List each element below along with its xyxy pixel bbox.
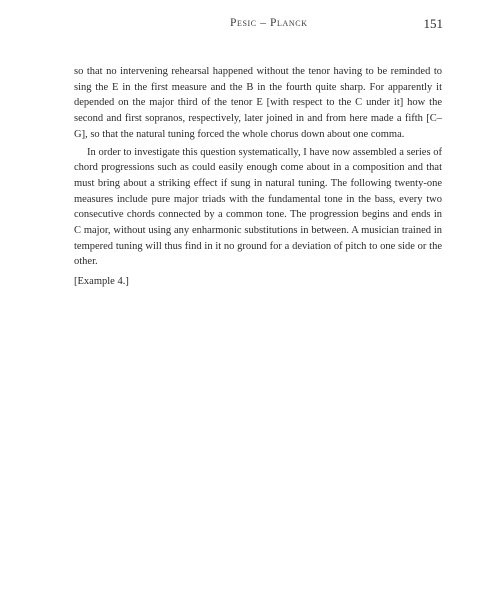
paragraph-2: In order to investigate this question systematically, I have now assembled a series of chord progressions such as could easily enough come about in a composition and that must bring about a striking effect if sung in natural tuning. The following twenty-one measures include pure major triads with the fundamental tone in the bass, every two consecutive chords connected by a common tone. The progression begins and ends in C major, without using any enharmonic substitutions in between. A musician trained in tempered tuning will thus find in it no ground for a deviation of pitch to one side or the other. — [74, 146, 442, 268]
running-head — [0, 17, 500, 35]
body-text — [74, 64, 442, 270]
paragraph-1: so that no intervening rehearsal happened without the tenor having to be reminded to sing the E in the first measure and the B in the fourth quite sharp. For apparently it depended on the major third of the tenor E [with respect to the C under it] how the second and first sopranos, respectively, later joined in and from here made a fifth [C–G], so that the natural tuning forced the whole chorus down about one comma. — [74, 66, 442, 140]
page-number: 151 — [423, 16, 443, 31]
example-label: [Example 4.] — [74, 276, 129, 287]
running-title: Pesic – Planck — [230, 17, 308, 29]
